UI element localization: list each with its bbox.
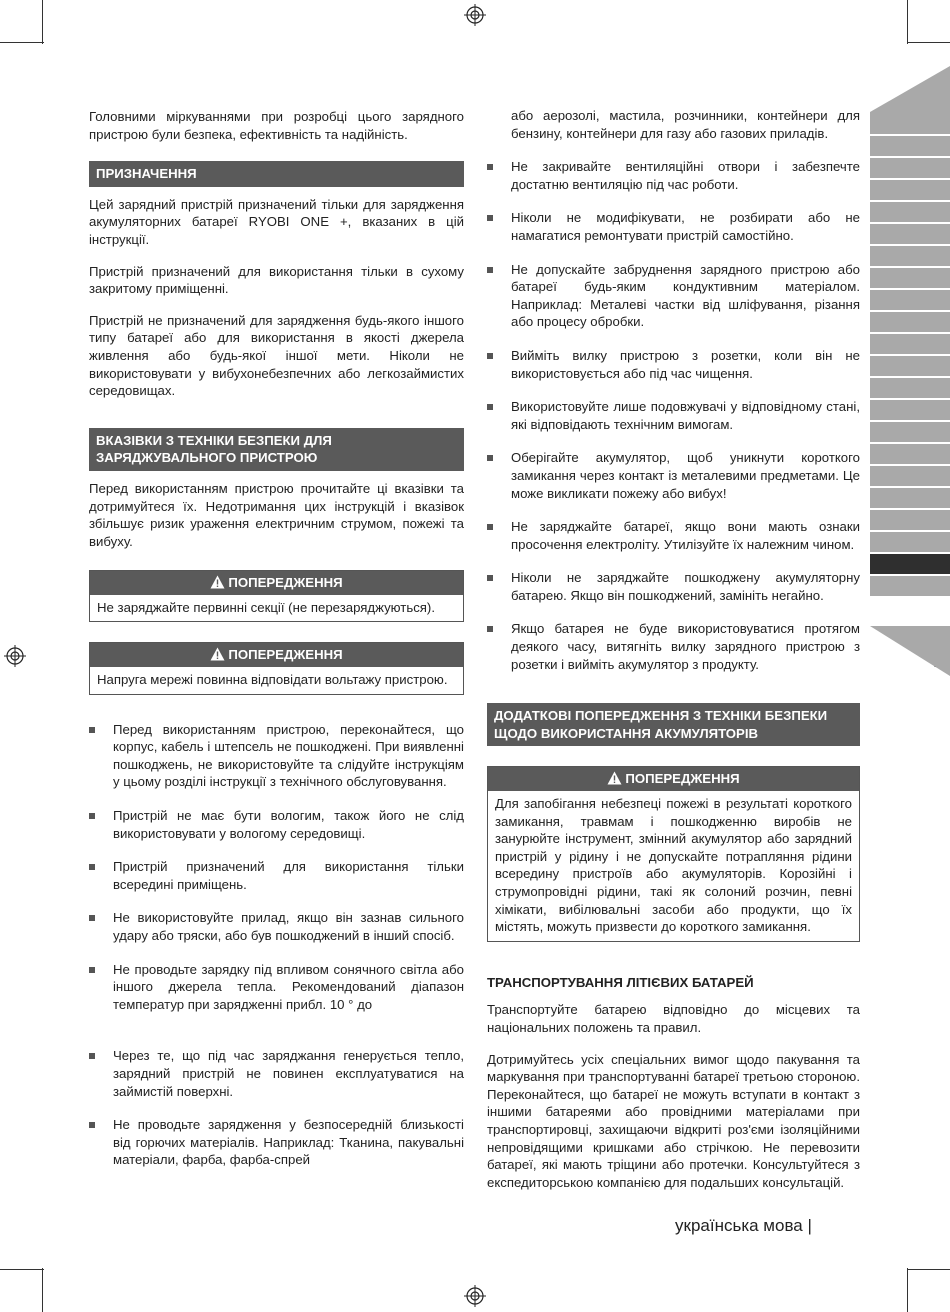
warning-triangle-icon — [210, 575, 225, 589]
warning-text: Для запобігання небезпеці пожежі в результаті короткого замикання, травмам і пошкодженню виробів не занурюйте інструмент, змінний акумулятор або зарядний пристрій у рідину і не допускайте потрапляння рідини всередину пристроїв або акумуляторів. Корозійні і струмопровідні рідини, такі як солоний розчин, певні хімікати, вибілювальні засоби або продукти, що їх містять, можуть призвести до короткого замикання. — [495, 796, 852, 935]
safety-heading: ВКАЗІВКИ З ТЕХНІКИ БЕЗПЕКИ ДЛЯ ЗАРЯДЖУВАЛЬНОГО ПРИСТРОЮ — [89, 428, 464, 471]
list-item: Ніколи не модифікувати, не розбирати або не намагатися ремонтувати пристрій самостійно. — [487, 209, 860, 244]
bullet-icon — [487, 164, 493, 170]
language-tab[interactable] — [870, 576, 950, 596]
bullet-icon — [487, 215, 493, 221]
list-item: Використовуйте лише подовжувачі у відповідному стані, які відповідають технічним вимогам. — [487, 398, 860, 433]
warning-text: Напруга мережі повинна відповідати вольтажу пристрою. — [97, 672, 448, 688]
transport-paragraph: Транспортуйте батарею відповідно до місцевих та національних положень та правил. — [487, 1002, 860, 1035]
language-tab[interactable] — [870, 532, 950, 552]
crop-mark — [907, 0, 908, 44]
registration-mark-icon — [4, 645, 26, 667]
language-tab[interactable] — [870, 444, 950, 464]
safety-list-continued — [487, 158, 860, 673]
bullet-icon — [487, 524, 493, 530]
right-column — [487, 107, 860, 1205]
bullet-icon — [89, 727, 95, 733]
transport-paragraph: Дотримуйтесь усіх спеціальних вимог щодо пакування та маркування при транспортуванні батареї третьою стороною. Переконайтеся, що батареї не можуть вступати в контакт з іншими батареями або провідними матеріалами при транспортировці, захищаючи відкриті роз'єми ізоляційними непровідящими кришками або стрічкою. Не перевозити батареї, які мають тріщини або протечки. Консультуйтеся з експедиторською компанією для подальших консультацій. — [487, 1051, 860, 1190]
bullet-icon — [487, 353, 493, 359]
language-tab[interactable] — [870, 312, 950, 332]
extra-safety-heading: ДОДАТКОВІ ПОПЕРЕДЖЕННЯ З ТЕХНІКИ БЕЗПЕКИ ЩОДО ВИКОРИСТАННЯ АКУМУЛЯТОРІВ — [487, 703, 860, 746]
crop-mark — [907, 1269, 950, 1270]
list-item: Не використовуйте прилад, якщо він зазнав сильного удару або тряски, або був пошкоджений в інший спосіб. — [89, 909, 464, 944]
bullet-icon — [89, 967, 95, 973]
warning-title: ПОПЕРЕДЖЕННЯ — [228, 575, 343, 591]
bullet-icon — [487, 404, 493, 410]
warning-box — [89, 642, 464, 694]
bullet-icon — [89, 1053, 95, 1059]
bullet-icon — [89, 864, 95, 870]
list-item: Пристрій не має бути вологим, також його не слід використовувати у вологому середовищі. — [89, 807, 464, 842]
list-item: Пристрій призначений для використання тільки всередині приміщень. — [89, 858, 464, 893]
continuation-text: або аерозолі, мастила, розчинники, контейнери для бензину, контейнери для газу або газових приладів. — [511, 108, 860, 141]
language-footer-label: українська мова | — [675, 1216, 812, 1235]
purpose-paragraph: Пристрій призначений для використання тільки в сухому закритому приміщенні. — [89, 263, 464, 297]
warning-title: ПОПЕРЕДЖЕННЯ — [228, 647, 343, 663]
language-tab-triangle — [870, 66, 950, 116]
language-tab[interactable] — [870, 158, 950, 178]
list-item: Не закривайте вентиляційні отвори і забезпечте достатню вентиляцію під час роботи. — [487, 158, 860, 193]
crop-mark — [907, 42, 950, 43]
bullet-icon — [89, 813, 95, 819]
language-tab[interactable] — [870, 268, 950, 288]
list-item: Вийміть вилку пристрою з розетки, коли він не використовується або під час чищення. — [487, 347, 860, 382]
list-item: Ніколи не заряджайте пошкоджену акумуляторну батарею. Якщо він пошкоджений, замініть негайно. — [487, 569, 860, 604]
bullet-icon — [487, 626, 493, 632]
warning-box — [487, 766, 860, 941]
registration-mark-icon — [464, 4, 486, 26]
list-item: Через те, що під час заряджання генерується тепло, зарядний пристрій не повинен експлуатуватися на займистій поверхні. — [89, 1047, 464, 1100]
purpose-heading: ПРИЗНАЧЕННЯ — [89, 161, 464, 187]
language-tab[interactable] — [870, 488, 950, 508]
crop-mark — [42, 0, 43, 44]
list-item: Не проводьте зарядження у безпосередній близькості від горючих матеріалів. Наприклад: Тканина, пакувальні матеріали, фарба, фарба-спрей — [89, 1116, 464, 1169]
language-tab-active[interactable] — [870, 554, 950, 574]
bullet-icon — [487, 575, 493, 581]
crop-mark — [0, 1269, 44, 1270]
bullet-icon — [89, 915, 95, 921]
registration-mark-icon — [464, 1285, 486, 1307]
warning-box — [89, 570, 464, 622]
warning-title: ПОПЕРЕДЖЕННЯ — [625, 771, 740, 787]
language-tab[interactable] — [870, 422, 950, 442]
bullet-icon — [487, 455, 493, 461]
language-tab[interactable] — [870, 202, 950, 222]
language-tab-triangle — [870, 626, 950, 676]
language-tab[interactable] — [870, 180, 950, 200]
bullet-icon — [89, 1122, 95, 1128]
language-tab[interactable] — [870, 356, 950, 376]
warning-text: Не заряджайте первинні секції (не перезаряджуються). — [97, 599, 435, 615]
crop-mark — [0, 42, 44, 43]
transport-heading: ТРАНСПОРТУВАННЯ ЛІТІЄВИХ БАТАРЕЙ — [487, 974, 754, 990]
bullet-icon — [487, 267, 493, 273]
language-tab[interactable] — [870, 224, 950, 244]
warning-triangle-icon — [607, 771, 622, 785]
crop-mark — [42, 1268, 43, 1312]
language-tab[interactable] — [870, 466, 950, 486]
list-item: Якщо батарея не буде використовуватися протягом деякого часу, витягніть вилку зарядного пристрою з розетки і вийміть акумулятор з продукту. — [487, 620, 860, 673]
crop-mark — [907, 1268, 908, 1312]
language-tab[interactable] — [870, 290, 950, 310]
safety-list — [89, 721, 464, 1169]
safety-intro: Перед використанням пристрою прочитайте ці вказівки та дотримуйтеся їх. Недотримання цих інструкцій і вказівок збільшує ризик ураження електричним струмом, пожежі та вибуху. — [89, 480, 464, 549]
purpose-paragraph: Цей зарядний пристрій призначений тільки для зарядження акумуляторних батареї RYOBI ONE +, вказаних в цій інструкції. — [89, 196, 464, 247]
language-tab[interactable] — [870, 378, 950, 398]
list-item: Не заряджайте батареї, якщо вони мають ознаки просочення електроліту. Утилізуйте їх належним чином. — [487, 518, 860, 553]
warning-triangle-icon — [210, 647, 225, 661]
language-tab[interactable] — [870, 400, 950, 420]
purpose-paragraph: Пристрій не призначений для зарядження будь-якого іншого типу батареї або для використання в якості джерела живлення або будь-якої іншої мети. Ніколи не використовувати у вибухонебезпечних або легкозаймистих середовищах. — [89, 312, 464, 399]
language-tab[interactable] — [870, 114, 950, 134]
language-tab[interactable] — [870, 510, 950, 530]
list-item: Оберігайте акумулятор, щоб уникнути короткого замикання через контакт із металевими предметами. Це може викликати пожежу або вибух! — [487, 449, 860, 502]
language-tabs — [870, 114, 950, 598]
list-item: Перед використанням пристрою, переконайтеся, що корпус, кабель і штепсель не пошкоджені. При виявленні пошкоджень, не використовуйте та слідуйте інструкціям у цьому розділі інструкції з технічного обслуговування. — [89, 721, 464, 791]
language-tab[interactable] — [870, 136, 950, 156]
language-tab[interactable] — [870, 246, 950, 266]
language-tab[interactable] — [870, 334, 950, 354]
list-item: Не проводьте зарядку під впливом сонячного світла або іншого джерела тепла. Рекомендований діапазон температур при зарядженні прибл. 10 ° до — [89, 961, 464, 1014]
intro-text: Головними міркуваннями при розробці цього зарядного пристрою були безпека, ефективність та надійність. — [89, 109, 464, 142]
left-column — [89, 108, 464, 1185]
list-item: Не допускайте забруднення зарядного пристрою або батареї будь-яким кондуктивним матеріалом. Наприклад: Металеві частки від шліфування, різання або процесу обробки. — [487, 261, 860, 331]
